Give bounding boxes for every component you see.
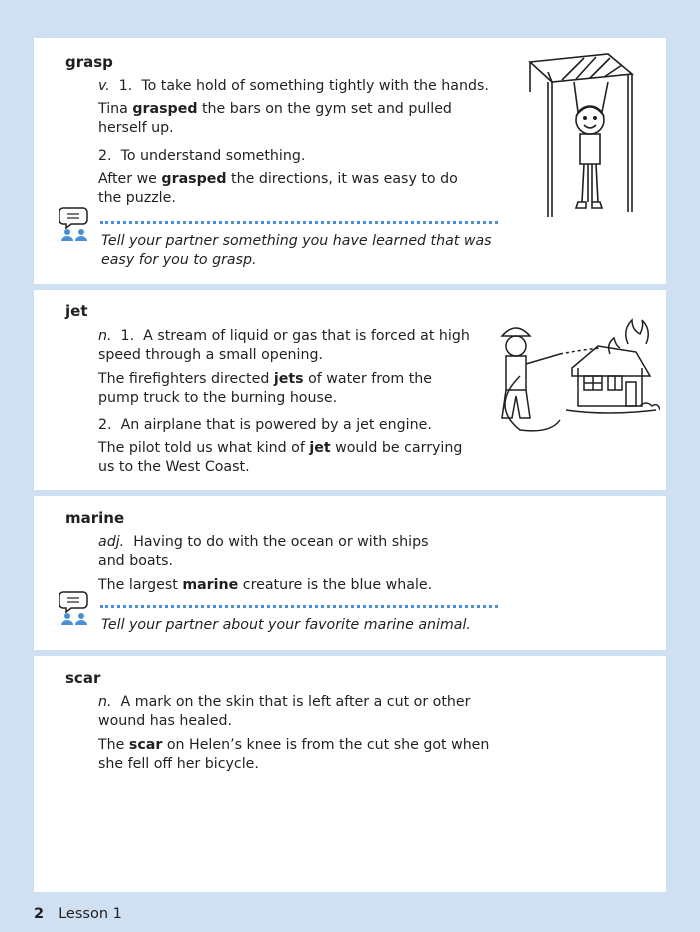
partner-prompt: Tell your partner about your favorite marine animal. xyxy=(101,617,471,633)
definition-2: 2. An airplane that is powered by a jet engine. xyxy=(98,417,432,433)
example-1: Tina grasped the bars on the gym set and pulled herself up. xyxy=(98,101,452,136)
entry-marine xyxy=(34,496,666,656)
entry-word: jet xyxy=(65,302,88,320)
page-footer xyxy=(34,906,122,922)
example-2: The pilot told us what kind of jet would be carrying us to the West Coast. xyxy=(98,440,463,475)
entry-word: grasp xyxy=(65,53,113,71)
entry-grasp xyxy=(34,38,666,290)
definition-1: adj. Having to do with the ocean or with ships and boats. xyxy=(98,534,429,569)
partner-talk-icon xyxy=(59,590,91,626)
firefighter-spraying-house-illustration xyxy=(490,316,660,436)
worksheet-page xyxy=(34,38,666,892)
example-2: After we grasped the directions, it was easy to do the puzzle. xyxy=(98,171,458,206)
definition-1: n. A mark on the skin that is left after a cut or other wound has healed. xyxy=(98,694,471,729)
definition-1: v. 1. To take hold of something tightly with the hands. xyxy=(98,78,489,94)
entry-word: scar xyxy=(65,669,101,687)
example-1: The largest marine creature is the blue whale. xyxy=(98,577,433,593)
entry-word: marine xyxy=(65,509,125,527)
partner-talk-icon xyxy=(59,206,91,242)
entry-scar xyxy=(34,656,666,892)
page-number: 2 xyxy=(34,906,45,922)
girl-on-gym-bars-illustration xyxy=(528,52,636,222)
entry-jet xyxy=(34,290,666,496)
dotted-divider xyxy=(100,605,498,608)
dotted-divider xyxy=(100,221,498,224)
lesson-label: Lesson 1 xyxy=(58,906,122,922)
partner-prompt: Tell your partner something you have learned that was easy for you to grasp. xyxy=(101,233,492,268)
example-1: The firefighters directed jets of water from the pump truck to the burning house. xyxy=(98,371,433,406)
definition-1: n. 1. A stream of liquid or gas that is forced at high speed through a small opening. xyxy=(98,328,470,363)
example-1: The scar on Helen’s knee is from the cut she got when she fell off her bicycle. xyxy=(98,737,490,772)
definition-2: 2. To understand something. xyxy=(98,148,306,164)
